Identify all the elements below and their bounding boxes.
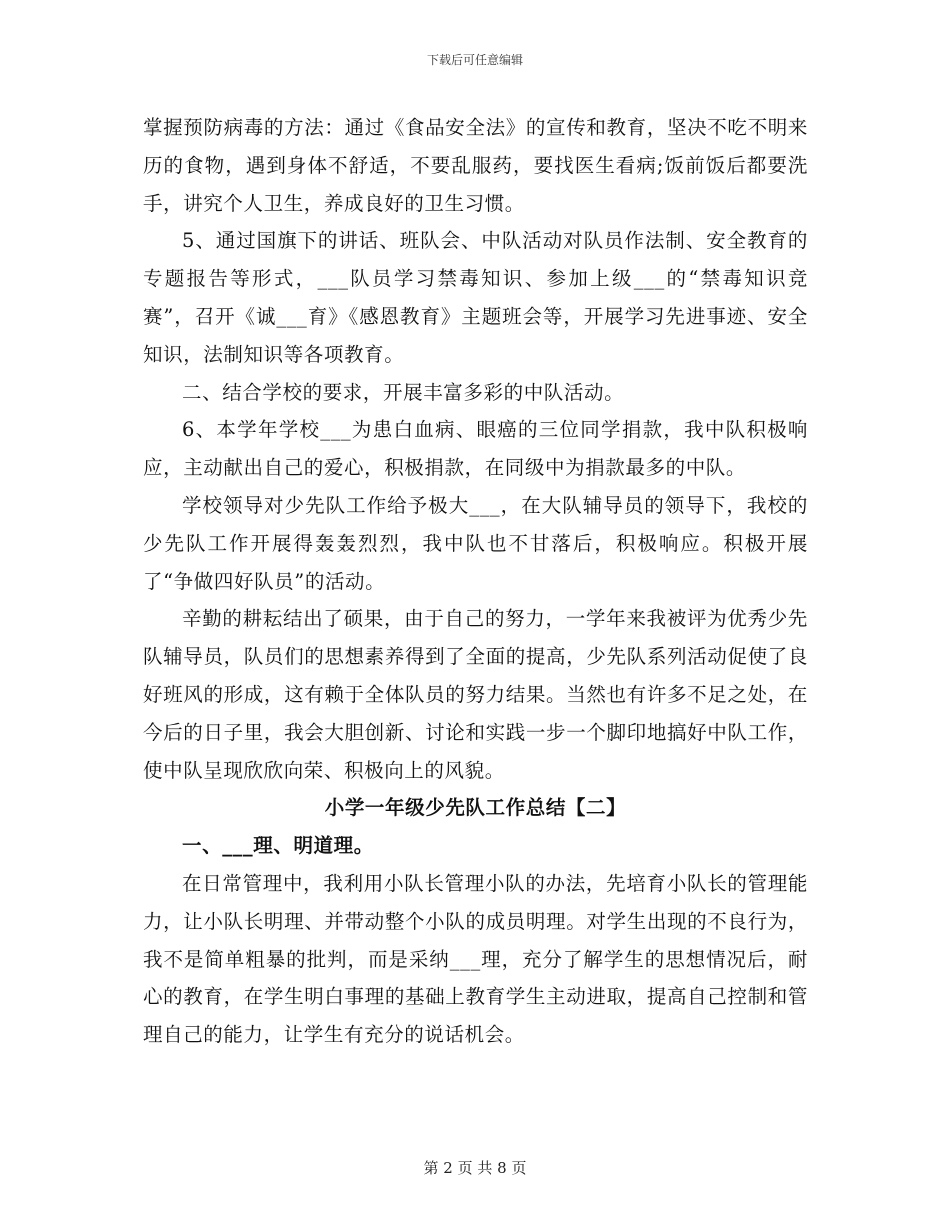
paragraph-item-5: 5、通过国旗下的讲话、班队会、中队活动对队员作法制、安全教育的专题报告等形式，___队员学习禁毒知识、参加上级___的“禁毒知识竞赛”，召开《诚___育》《感恩教育》主题班会等，开展学习先进事迹、安全知识，法制知识等各项教育。 (143, 229, 808, 366)
paragraph-item-6: 6、本学年学校___为患白血病、眼癌的三位同学捐款，我中队积极响应，主动献出自己的爱心，积极捐款，在同级中为捐款最多的中队。 (143, 418, 808, 480)
page-header: 下载后可任意编辑 (426, 53, 523, 67)
paragraph-management: 在日常管理中，我利用小队长管理小队的办法，先培育小队长的管理能力，让小队长明理、并带动整个小队的成员明理。对学生出现的不良行为，我不是简单粗暴的批判，而是采纳___理，充分了解学生的思想情况后，耐心的教育，在学生明白事理的基础上教育学生主动进取，提高自己控制和管理自己的能力，让学生有充分的说话机会。 (143, 871, 808, 1047)
subheading: 一、___理、明道理。 (182, 834, 374, 858)
paragraph-continuation: 掌握预防病毒的方法：通过《食品安全法》的宣传和教育，坚决不吃不明来历的食物，遇到身体不舒适，不要乱服药，要找医生看病;饭前饭后都要洗手，讲究个人卫生，养成良好的卫生习惯。 (143, 116, 808, 215)
paragraph-heading-2: 二、结合学校的要求，开展丰富多彩的中队活动。 (182, 380, 625, 404)
document-body (143, 109, 808, 1054)
page-number: 第 2 页 共 8 页 (423, 1159, 527, 1177)
paragraph-conclusion: 辛勤的耕耘结出了硕果，由于自己的努力，一学年来我被评为优秀少先队辅导员，队员们的思想素养得到了全面的提高，少先队系列活动促使了良好班风的形成，这有赖于全体队员的努力结果。当然也有许多不足之处，在今后的日子里，我会大胆创新、讨论和实践一步一个脚印地搞好中队工作，使中队呈现欣欣向荣、积极向上的风貌。 (143, 607, 808, 782)
section-title: 小学一年级少先队工作总结【二】 (324, 796, 627, 820)
paragraph-school-support: 学校领导对少先队工作给予极大___，在大队辅导员的领导下，我校的少先队工作开展得轰轰烈烈，我中队也不甘落后，积极响应。积极开展了“争做四好队员”的活动。 (143, 493, 808, 593)
